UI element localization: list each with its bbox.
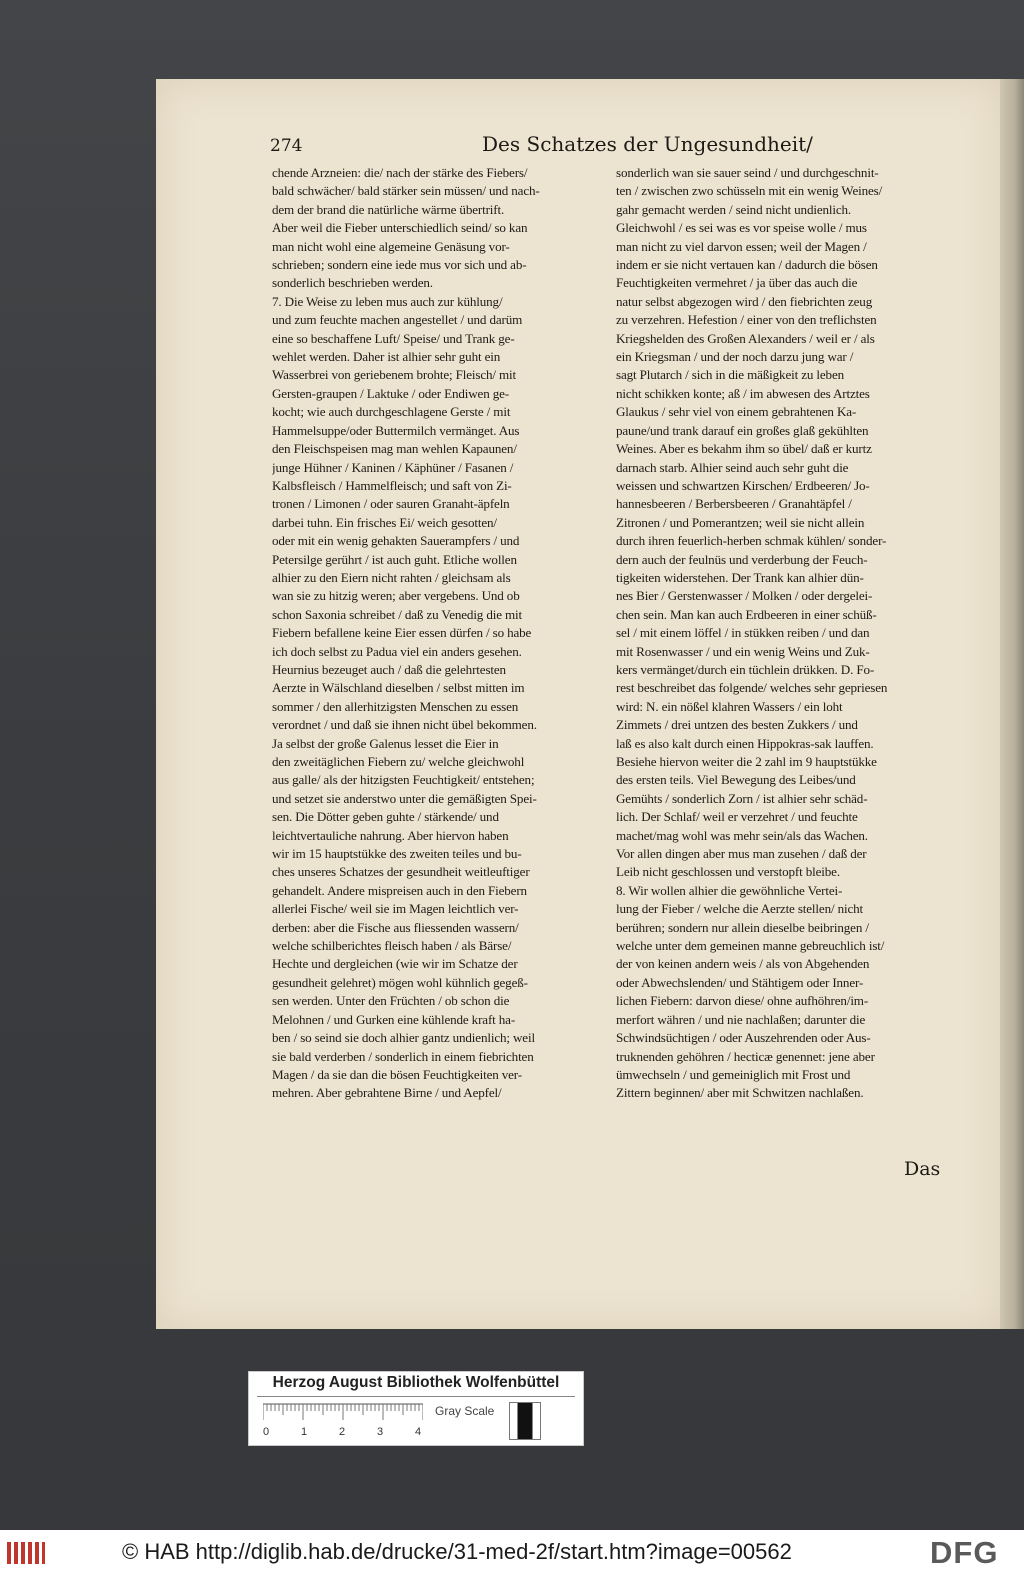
left-column-line: und setzet sie anderstwo unter die gemäßigten Spei- (272, 790, 537, 806)
catchword: Das (904, 1158, 941, 1180)
left-column-line: allerlei Fische/ weil sie im Magen leichtlich ver- (272, 901, 519, 917)
right-column-line: man nicht zu viel darvon essen; weil der Magen / (616, 238, 867, 254)
right-column-line: chen sein. Man kan auch Erdbeeren in einer schüß- (616, 606, 877, 622)
right-column-line: nes Bier / Gerstenwasser / Molken / oder dergelei- (616, 588, 873, 604)
right-column-line: Besiehe hiervon weiter die 2 zahl im 9 hauptstükke (616, 754, 877, 769)
running-head (270, 132, 950, 160)
left-column-line: wir im 15 hauptstükke des zweiten teiles und bu- (272, 846, 522, 862)
right-column-line: ein Kriegsman / und der noch darzu jung war / (616, 349, 854, 365)
gray-scale-label: Gray Scale (435, 1404, 495, 1418)
left-column-line: 7. Die Weise zu leben mus auch zur kühlung/ (272, 293, 503, 309)
left-column-line: wan sie zu hitzig weren; aber vergebens. Und ob (272, 588, 520, 604)
right-column-line: Kriegshelden des Großen Alexanders / weil er / als (616, 330, 875, 346)
right-column-line: Zittern beginnen/ aber mit Schwitzen nachlaßen. (616, 1085, 864, 1101)
footer-bar (0, 1530, 1024, 1576)
left-column-line: und zum feuchte machen angestellet / und darüm (272, 312, 523, 328)
ruler-label-1: 1 (301, 1426, 308, 1438)
running-head-title: Des Schatzes der Ungesundheit/ (482, 132, 813, 156)
right-column-line: 8. Wir wollen alhier die gewöhnliche Vertei- (616, 882, 843, 898)
left-column-line: sonderlich beschrieben werden. (272, 275, 433, 291)
ruler-label-0: 0 (263, 1426, 270, 1438)
right-column-line: kers vermänget/durch ein tüchlein drükken. D. Fo- (616, 661, 875, 677)
right-column-line: des ersten teils. Viel Bewegung des Leibes/und (616, 772, 856, 788)
left-column-line: sommer / den allerhitzigsten Menschen zu essen (272, 698, 519, 714)
right-column-line: ten / zwischen zwo schüsseln mit ein wenig Weines/ (616, 183, 883, 199)
left-column-line: kocht; wie auch durchgeschlagene Gerste / mit (272, 404, 511, 420)
footer-credit-link[interactable]: © HAB http://diglib.hab.de/drucke/31-med-2f/start.htm?image=00562 (122, 1539, 792, 1564)
library-card (248, 1371, 584, 1446)
right-column-line: Leib nicht geschlossen und verstopft bleibe. (616, 864, 840, 880)
right-column-line: darnach starb. Alhier seind auch sehr guht die (616, 459, 849, 475)
left-column-line: wehlet werden. Daher ist alhier sehr guht ein (272, 349, 501, 365)
left-column-line: Wasserbrei von geriebenem brohte; Fleisch/ mit (272, 367, 517, 383)
right-column-line: lung der Fieber / welche die Aerzte stellen/ nicht (616, 901, 864, 917)
left-column-line: Magen / da sie dan die bösen Feuchtigkeiten ver- (272, 1066, 522, 1082)
left-column-line: Fiebern befallene keine Eier essen dürfen / so habe (272, 625, 532, 641)
left-column-line: Gersten-graupen / Laktuke / oder Endiwen ge- (272, 385, 509, 401)
card-divider (257, 1396, 575, 1397)
left-column-line: darbei tuhn. Ein frisches Ei/ weich gesotten/ (272, 514, 497, 530)
right-column-line: lich. Der Schlaf/ weil er verzehret / und feuchte (616, 809, 858, 825)
right-column-line: gahr gemacht werden / seind nicht undienlich. (616, 201, 852, 217)
right-column-line: Gemühts / sonderlich Zorn / ist alhier sehr schäd- (616, 790, 868, 806)
right-column-line: laß es also kalt durch einen Hippokras-sak lauffen. (616, 735, 874, 751)
right-column-line: ümwechseln / und gemeiniglich mit Frost und (616, 1066, 851, 1082)
left-column-line: Aber weil die Fieber unterschiedlich seind/ so kan (272, 220, 528, 236)
right-column-line: durch ihren feuerlich-herben schmak kühlen/ sonder- (616, 533, 887, 549)
right-column-line: nicht schikken konte; aß / im abwesen des Artztes (616, 385, 870, 401)
left-column-line: oder mit ein wenig gehakten Sauerampfers / und (272, 533, 520, 549)
left-column-line: leichtvertauliche nahrung. Aber hiervon haben (272, 827, 509, 843)
left-column-line: bald schwächer/ bald stärker sein müssen/ und nach- (272, 183, 540, 199)
page-number: 274 (270, 136, 303, 156)
left-column-line: Hechte und dergleichen (wie wir im Schatze der (272, 956, 518, 972)
left-column-line: Kalbsfleisch / Hammelfleisch; und saft von Zi- (272, 477, 512, 493)
left-column-line: tronen / Limonen / oder sauren Granaht-äpfeln (272, 496, 510, 512)
right-column-line: natur selbst abgezogen wird / den fiebrichten zeug (616, 293, 873, 309)
right-column-line: Gleichwohl / es sei was es vor speise wolle / mus (616, 220, 867, 236)
right-column-line: der von keinen andern weis / als von Abgehenden (616, 956, 870, 972)
left-column-line: gehandelt. Andere mispreisen auch in den Fiebern (272, 882, 527, 898)
left-column-line: alhier zu den Eiern nicht rahten / gleichsam als (272, 569, 511, 585)
ruler-label-2: 2 (339, 1426, 346, 1438)
right-column-line: tigkeiten widerstehen. Der Trank kan alhier dün- (616, 569, 864, 585)
right-column-line: indem er sie nicht vertauen kan / dadurch die bösen (616, 257, 878, 273)
text-column-right (616, 164, 950, 1103)
right-column-line: Zimmets / drei untzen des besten Zukkers / und (616, 717, 858, 733)
left-column-line: eine so beschaffene Luft/ Speise/ und Trank ge- (272, 330, 515, 346)
left-column-line: Aerzte in Wälschland dieselben / selbst mitten im (272, 680, 525, 696)
gray-scale-swatch (509, 1402, 541, 1440)
ruler-label-4: 4 (415, 1426, 422, 1438)
right-column-line: welche unter dem gemeinen manne gebreuchlich ist/ (616, 938, 885, 954)
right-column-line: Zitronen / und Pomerantzen; weil sie nicht allein (616, 514, 865, 530)
right-column-line: sel / mit einem löffel / in stükken reiben / und dan (616, 625, 870, 641)
left-column-line: sen. Die Dötter geben guhte / stärkende/ und (272, 809, 499, 825)
left-column-line: welche schilberichtes fleisch haben / als Bärse/ (272, 938, 512, 954)
left-column-line: schrieben; sondern eine iede mus vor sich und ab- (272, 257, 527, 273)
left-column-line: sen werden. Unter den Früchten / ob schon die (272, 993, 510, 1009)
left-column-line: junge Hühner / Kaninen / Käphüner / Fasanen / (272, 459, 514, 475)
left-column-line: Heurnius bezeuget auch / daß die gelehrtesten (272, 661, 506, 677)
right-column-line: Feuchtigkeiten vermehret / ja über das auch die (616, 275, 858, 291)
left-column-line: chende Arzneien: die/ nach der stärke des Fiebers/ (272, 165, 528, 180)
right-column-line: berühren; sondern nur allein dieselbe beibringen / (616, 919, 869, 935)
left-column-line: mehren. Aber gebrahtene Birne / und Aepfel/ (272, 1085, 502, 1101)
left-column-line: dem der brand die natürliche wärme übertrift. (272, 201, 505, 217)
right-column-line: oder Abwechslenden/ und Stähtigem oder Inner- (616, 974, 864, 990)
left-column-line: aus galle/ als der hitzigsten Feuchtigkeit/ entstehen; (272, 772, 535, 788)
right-column-line: mit Rosenwasser / und ein wenig Weins und Zuk- (616, 643, 870, 659)
text-column-left (272, 164, 604, 1103)
dfg-logo: DFG (930, 1535, 999, 1570)
right-column-line: hannesbeeren / Berbersbeeren / Granahtäpfel / (616, 496, 852, 512)
right-column-line: merfort währen / und nie nachlaßen; darunter die (616, 1011, 866, 1027)
left-column-line: ches unseres Schatzes der gesundheit weitleuftiger (272, 864, 530, 880)
left-column-line: Hammelsuppe/oder Buttermilch vermänget. Aus (272, 422, 520, 438)
left-column-line: den zweitäglichen Fiebern zu/ welche gleichwohl (272, 754, 525, 769)
right-column-line: sagt Plutarch / sich in die mäßigkeit zu leben (616, 367, 845, 383)
left-column-line: sie bald verderben / sonderlich in einem fiebrichten (272, 1048, 534, 1064)
page-edge (1000, 79, 1024, 1329)
right-column-line: Vor allen dingen aber mus man zusehen / daß der (616, 846, 867, 862)
right-column-line: Glaukus / sehr viel von einem gebrahtenen Ka- (616, 404, 857, 420)
left-column-line: verordnet / und daß sie ihnen nicht übel bekommen. (272, 717, 537, 733)
left-column-line: den Fleischspeisen mag man wehlen Kapaunen/ (272, 441, 517, 457)
hab-logo-icon (6, 1539, 46, 1567)
right-column-line: lichen Fiebern: darvon diese/ ohne aufhöhren/im- (616, 993, 869, 1009)
right-column-line: Weines. Aber es bekahm ihm so übel/ daß er kurtz (616, 441, 872, 457)
right-column-line: weissen und schwartzen Kirschen/ Erdbeeren/ Jo- (616, 477, 870, 493)
right-column-line: dern auch der feulnüs und verderbung der Feuch- (616, 551, 868, 567)
right-column-line: machet/mag wohl was mehr sein/als das Wachen. (616, 827, 868, 843)
left-column-line: Melohnen / und Gurken eine kühlende kraft ha- (272, 1011, 516, 1027)
ruler-label-3: 3 (377, 1426, 384, 1438)
left-column-line: schon Saxonia schreibet / daß zu Venedig die mit (272, 606, 523, 622)
right-column-line: truknenden gehöhren / hecticæ genennet: jene aber (616, 1048, 875, 1064)
left-column-line: man nicht wohl eine algemeine Genäsung vor- (272, 238, 510, 254)
left-column-line: ben / so seind sie doch alhier gantz undienlich; weil (272, 1030, 535, 1046)
library-name: Herzog August Bibliothek Wolfenbüttel (272, 1374, 560, 1391)
left-column-line: gesundheit gelehret) mögen wohl kühnlich gegeß- (272, 974, 528, 990)
right-column-line: wird: N. ein nößel klahren Wassers / ein loht (616, 698, 843, 714)
left-column-line: derben: aber die Fische aus fliessenden wassern/ (272, 919, 519, 935)
right-column-line: paune/und trank darauf ein großes glaß gekühlten (616, 422, 869, 438)
right-column-line: sonderlich wan sie sauer seind / und durchgeschnit- (616, 165, 879, 180)
right-column-line: Schwindsüchtigen / oder Auszehrenden oder Aus- (616, 1030, 871, 1046)
right-column-line: rest beschreibet das folgende/ welches sehr gepriesen (616, 680, 888, 696)
left-column-line: Petersilge gerührt / ist auch guht. Etliche wollen (272, 551, 517, 567)
right-column-line: zu verzehren. Hefestion / einer von den treflichsten (616, 312, 877, 328)
left-column-line: Ja selbst der große Galenus lesset die Eier in (272, 735, 499, 751)
left-column-line: ich doch selbst zu Padua viel ein anders gesehen. (272, 643, 522, 659)
